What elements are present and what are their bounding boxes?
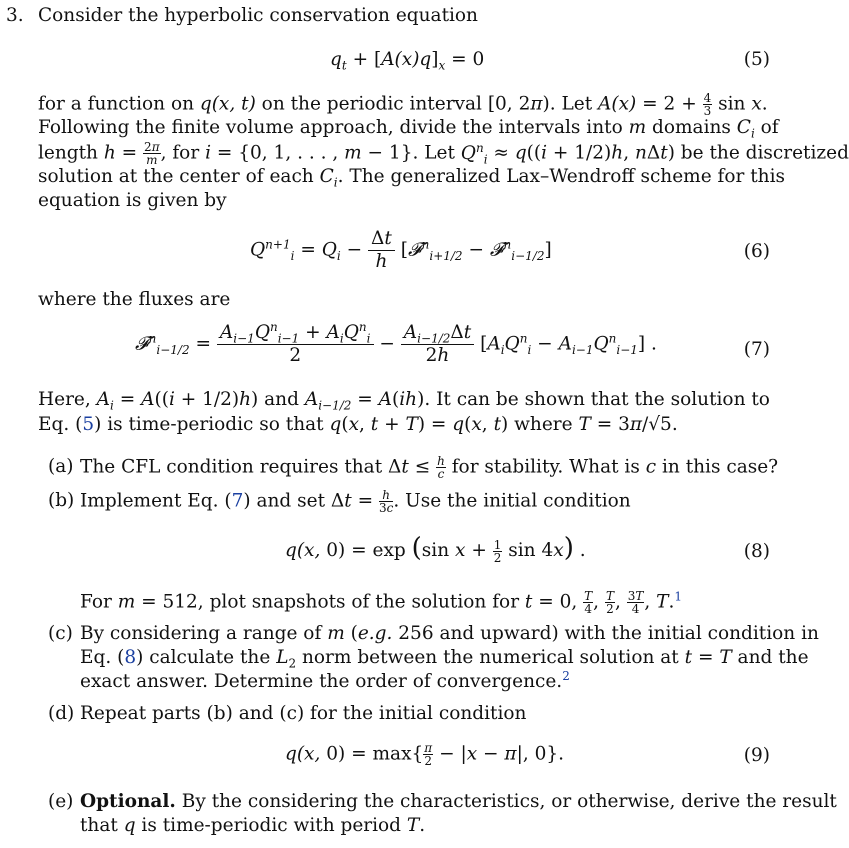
- here-line-2: Eq. (5) is time-periodic so that q(x, t + T) = q(x, t) where T = 3π/√5.: [38, 414, 678, 435]
- part-b-snapshots: For m = 512, plot snapshots of the solution for t = 0, $\frac{T}{4}$ , $\frac{T}{2}$ , $\frac{3T}{4}$ , T.$^1$: [80, 589, 683, 616]
- intro-line-4: solution at the center of each $C_i$. The generalized Lax–Wendroff scheme for this: [38, 166, 786, 190]
- intro-line-2: Following the finite volume approach, divide the intervals into m domains $C_i$ of: [38, 117, 779, 141]
- part-c-label: (c): [48, 623, 73, 644]
- equation-6-number: (6): [743, 241, 770, 262]
- equation-6: $Q^{n+1}_i = Q_i$ − $\frac{\Delta t}{h}$ [𝓕$^n_{i+1/2}$ − 𝓕$^n_{i-1/2}$]: [250, 228, 552, 272]
- here-line-1: Here, $A_i = A((i + 1/2)h)$ and $A_{i-1/2} = A(ih)$. It can be shown that the solution to: [38, 389, 770, 413]
- part-e-line-2: that q is time-periodic with period T.: [80, 815, 426, 836]
- problem-title: Consider the hyperbolic conservation equation: [38, 5, 478, 26]
- intro-line-3: length h = $\frac{2\pi}{m}$ , for i = {0, 1, . . . , m − 1}. Let $Q^n_i \approx q((i + 1/2)h$, nΔt) be the discretized: [38, 140, 849, 167]
- part-b-text: Implement Eq. (7) and set Δt = $\frac{h}{3c}$ . Use the initial condition: [80, 488, 631, 515]
- equation-5-number: (5): [743, 49, 770, 70]
- equation-9-number: (9): [743, 745, 770, 766]
- part-d-label: (d): [48, 703, 75, 724]
- part-e-line-1: Optional. By the considering the characteristics, or otherwise, derive the result: [80, 791, 837, 812]
- part-e-label: (e): [48, 791, 74, 812]
- equation-7: 𝓕$^n_{i-1/2}$ = $A_{i-1}Q^n_{i-1} + A_iQ^n_i$ 2 − $\frac{A_{i-1/2}\Delta t}{2h}$ $[A_iQ^n_i - A_{i-1}Q^n_{i-1}]$ .: [135, 319, 657, 366]
- fluxes-text: where the fluxes are: [38, 289, 231, 310]
- equation-7-number: (7): [743, 339, 770, 360]
- intro-line-1: for a function on q(x, t) on the periodic interval [0, 2π). Let A(x) = 2 + $\frac{4}{3}$ sin x.: [38, 91, 768, 118]
- equation-8-number: (8): [743, 541, 770, 562]
- intro-line-5: equation is given by: [38, 190, 227, 211]
- equation-8: q(x, 0) = exp (sin x + $\frac{1}{2}$ sin 4x) .: [285, 533, 586, 565]
- problem-number: 3.: [6, 5, 24, 26]
- part-b-label: (b): [48, 490, 75, 511]
- equation-5: $q_t + [A(x)q]_x = 0$: [330, 49, 485, 73]
- part-c-line-1: By considering a range of m (e.g. 256 and upward) with the initial condition in: [80, 623, 819, 644]
- equation-9: q(x, 0) = max{ $\frac{\pi}{2}$ − |x − π|, 0}.: [285, 741, 565, 768]
- part-d-text: Repeat parts (b) and (c) for the initial condition: [80, 703, 527, 724]
- part-c-line-2: Eq. (8) calculate the $L_2$ norm between the numerical solution at t = T and the: [80, 647, 809, 671]
- part-c-line-3: exact answer. Determine the order of convergence.$^2$: [80, 668, 570, 692]
- part-a-label: (a): [48, 456, 74, 477]
- part-a-text: The CFL condition requires that Δt ≤ $\frac{h}{c}$ for stability. What is c in this case?: [80, 454, 779, 481]
